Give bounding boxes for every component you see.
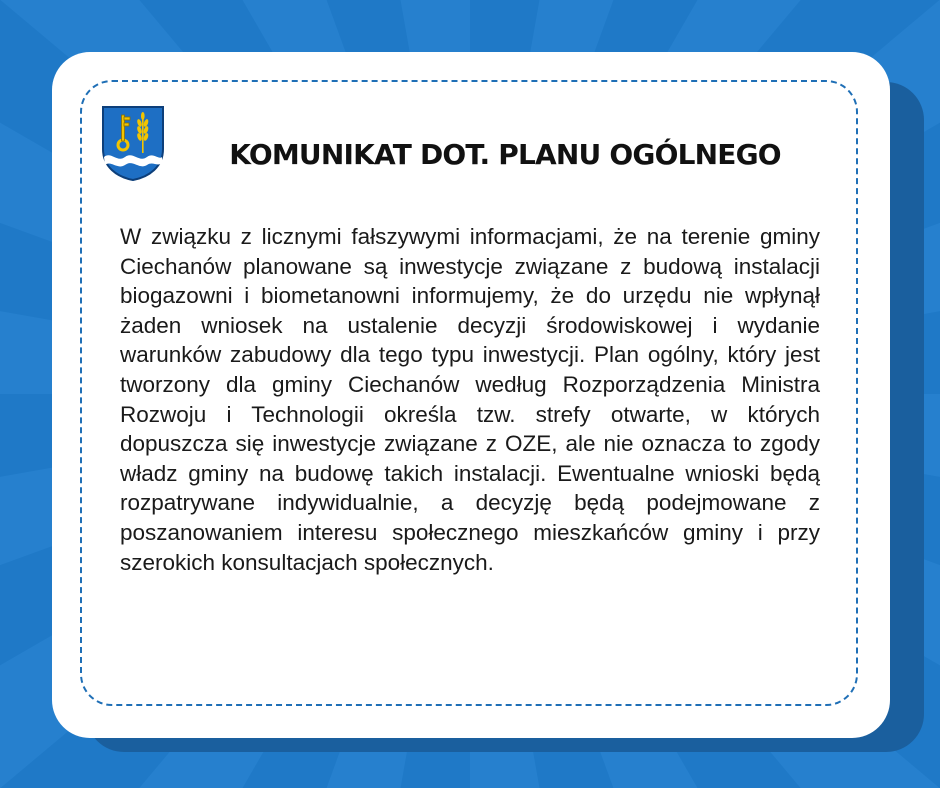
notice-title: KOMUNIKAT DOT. PLANU OGÓLNEGO [229,138,781,171]
notice-body: W związku z licznymi fałszywymi informacjami, że na terenie gminy Ciechanów planowane są inwestycje związane z budową instalacji biogazowni i biometanowni informujemy, że do urzędu nie wpłynął żaden wniosek na ustalenie decyzji środowiskowej i wydanie warunków zabudowy dla tego typu inwestycji. Plan ogólny, który jest tworzony dla gminy Ciechanów według Rozporządzenia Ministra Rozwoju i Technologii określa tzw. strefy otwarte, w których dopuszcza się inwestycje związane z OZE, ale nie oznacza to zgody władz gminy na budowę takich instalacji. Ewentualne wnioski będą rozpatrywane indywidualnie, a decyzję będą podejmowane z poszanowaniem interesu społecznego mieszkańców gminy i przy szerokich konsultacjach społecznych. [120,224,820,575]
coat-of-arms-icon [101,105,165,181]
